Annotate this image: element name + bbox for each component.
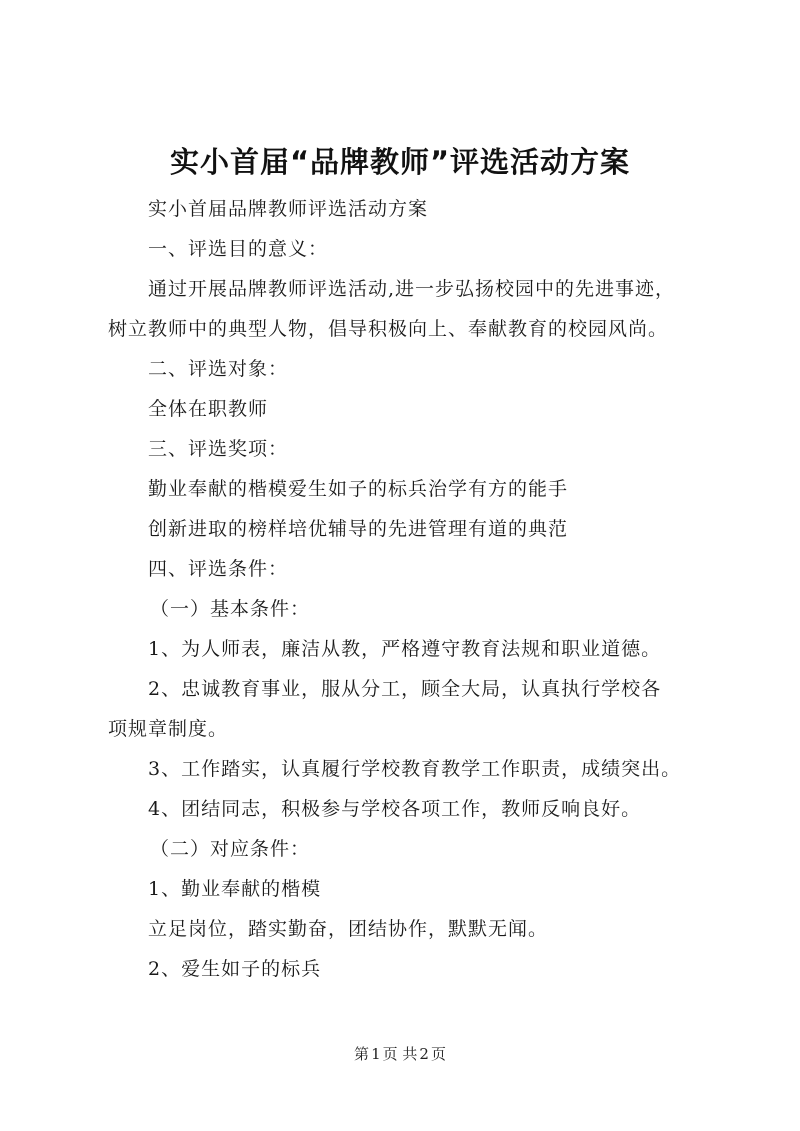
page-label-suffix: 页 — [430, 1045, 446, 1063]
current-page-number: 1 — [371, 1045, 381, 1063]
paragraph-line: 树立教师中的典型人物，倡导积极向上、奉献教育的校园风尚。 — [108, 318, 669, 340]
paragraph-line: 勤业奉献的楷模爱生如子的标兵治学有方的能手 — [148, 478, 569, 500]
paragraph-line: 项规章制度。 — [108, 718, 229, 740]
paragraph-line: 全体在职教师 — [148, 398, 269, 420]
subsection-heading-specific: （二）对应条件： — [150, 838, 311, 860]
paragraph-line: 3、工作踏实，认真履行学校教育教学工作职责，成绩突出。 — [148, 758, 682, 780]
paragraph-line: 通过开展品牌教师评选活动,进一步弘扬校园中的先进事迹， — [148, 278, 676, 300]
total-page-number: 2 — [419, 1045, 429, 1063]
document-title: 实小首届“品牌教师”评选活动方案 — [169, 145, 631, 179]
page-label-prefix: 第 — [354, 1045, 370, 1063]
paragraph-line: 1、为人师表，廉洁从教，严格遵守教育法规和职业道德。 — [148, 638, 662, 660]
section-heading-awards: 三、评选奖项： — [148, 438, 289, 460]
paragraph-line: 创新进取的榜样培优辅导的先进管理有道的典范 — [148, 518, 569, 540]
section-heading-purpose: 一、评选目的意义： — [148, 238, 329, 260]
paragraph-line: 4、团结同志，积极参与学校各项工作，教师反响良好。 — [148, 798, 642, 820]
section-heading-target: 二、评选对象： — [148, 358, 289, 380]
page-label-mid: 页 共 — [382, 1045, 418, 1063]
section-heading-conditions: 四、评选条件： — [148, 558, 289, 580]
paragraph-line: 立足岗位，踏实勤奋，团结协作，默默无闻。 — [148, 918, 549, 940]
subtitle-line: 实小首届品牌教师评选活动方案 — [148, 198, 429, 220]
paragraph-line: 2、爱生如子的标兵 — [148, 958, 322, 980]
paragraph-line: 2、忠诚教育事业，服从分工，顾全大局，认真执行学校各 — [148, 678, 662, 700]
subsection-heading-basic: （一）基本条件： — [150, 598, 311, 620]
paragraph-line: 1、勤业奉献的楷模 — [148, 878, 322, 900]
page-footer — [0, 1043, 800, 1065]
